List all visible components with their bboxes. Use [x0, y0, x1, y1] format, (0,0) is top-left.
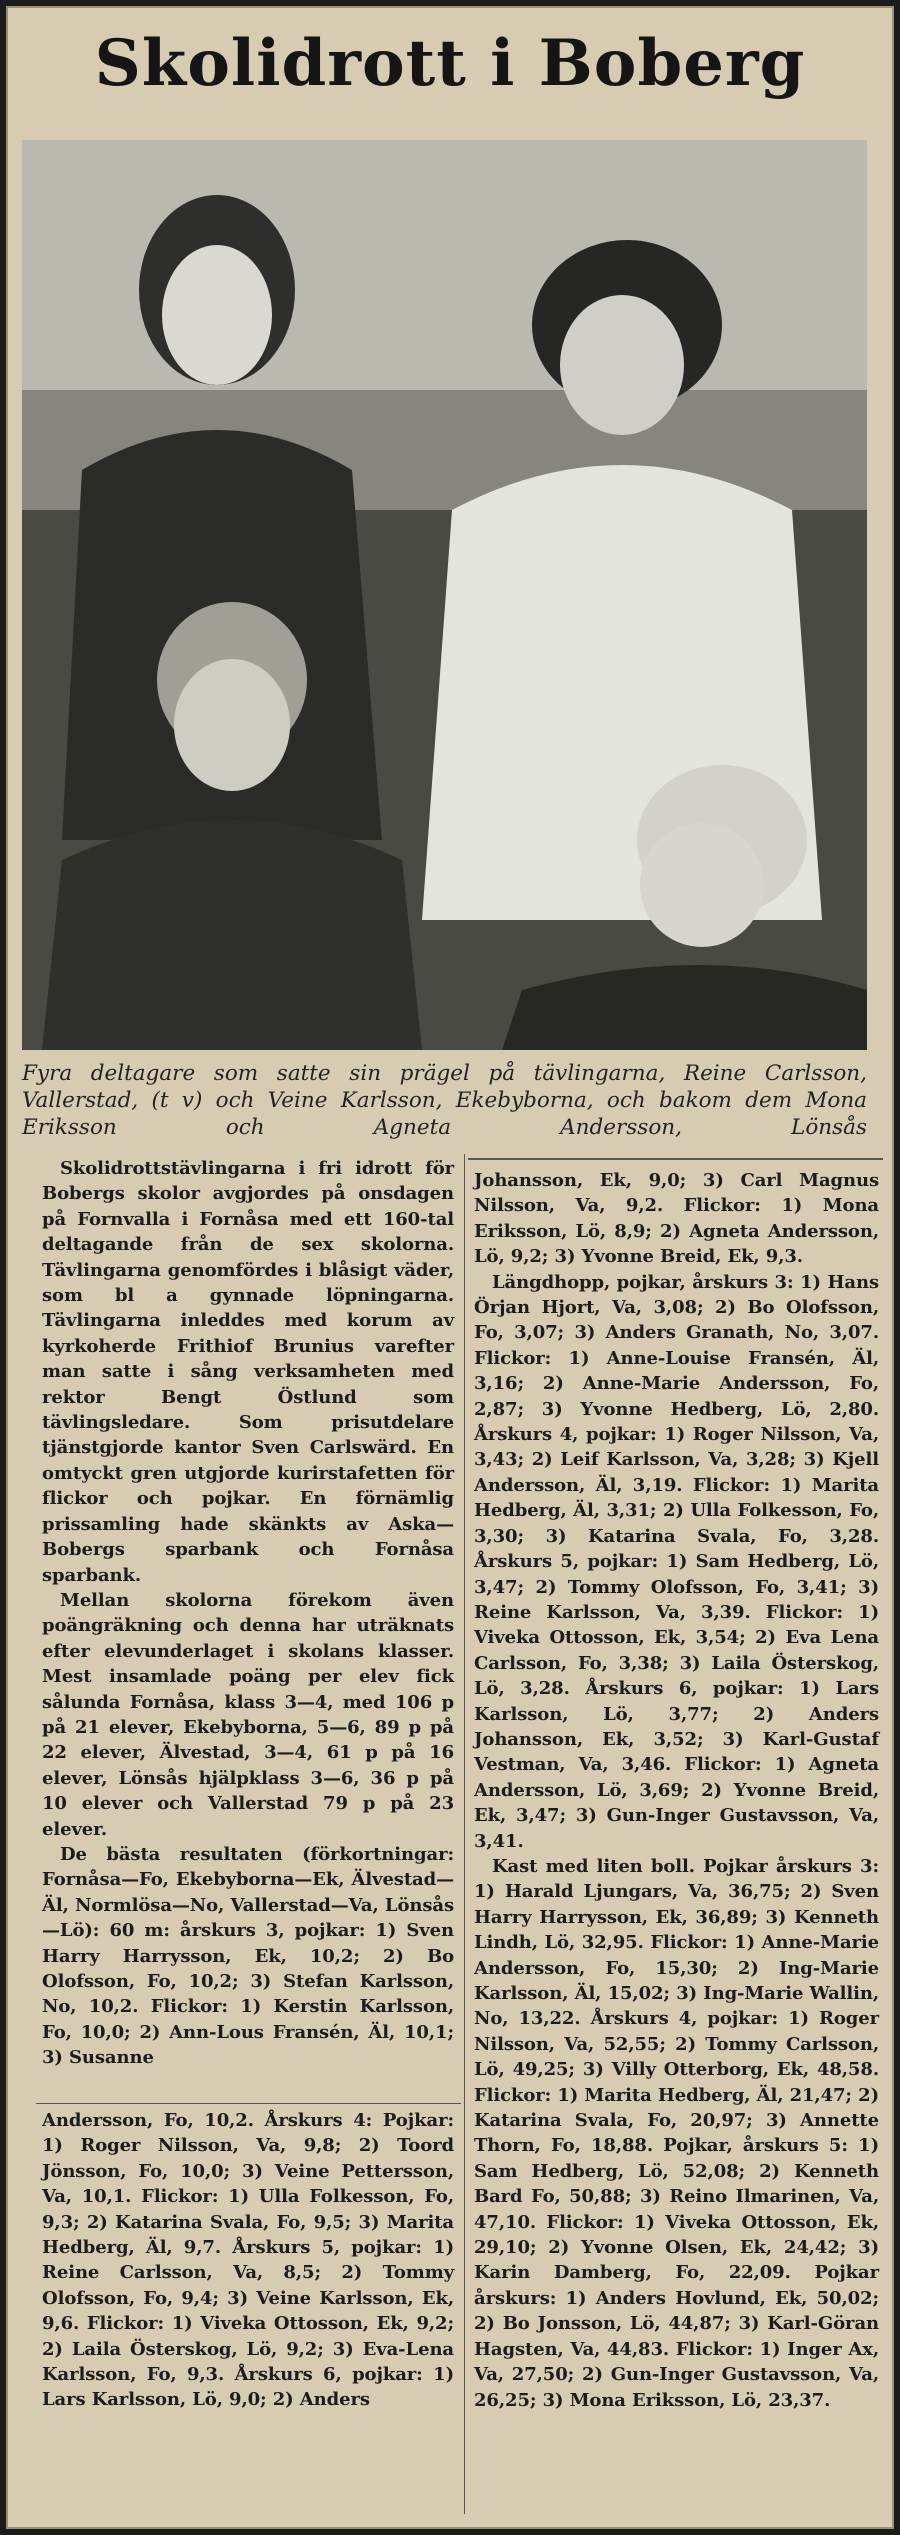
article-paragraph: De bästa resultaten (förkortningar: Fornåsa—Fo, Ekebyborna—Ek, Älvestad—Äl, Normlösa—No, Vallerstad—Va, Lönsås—Lö): 60 m: årskurs 3, pojkar: 1) Sven Harry Harrysson, Ek, 10,2; 2) Bo Olofsson, Fo, 10,2; 3) Stefan Karlsson, No, 10,2. Flickor: 1) Kerstin Karlsson, Fo, 10,0; 2) Ann-Lous Fransén, Äl, 10,1; 3) Susanne — [42, 1843, 454, 2069]
article-paragraph: Längdhopp, pojkar, årskurs 3: 1) Hans Örjan Hjort, Va, 3,08; 2) Bo Olofsson, Fo, 3,07; 3) Anders Granath, No, 3,07. Flickor: 1) Anne-Louise Fransén, Äl, 3,16; 2) Anne-Marie Andersson, Fo, 2,87; 3) Yvonne Hedberg, Lö, 2,80. Årskurs 4, pojkar: 1) Roger Nilsson, Va, 3,43; 2) Leif Karlsson, Va, 3,28; 3) Kjell Andersson, Äl, 3,19. Flickor: 1) Marita Hedberg, Äl, 3,31; 2) Ulla Folkesson, Fo, 3,30; 3) Katarina Svala, Fo, 3,28. Årskurs 5, pojkar: 1) Sam Hedberg, Lö, 3,47; 2) Tommy Olofsson, Fo, 3,41; 3) Reine Karlsson, Va, 3,39. Flickor: 1) Viveka Ottosson, Ek, 3,54; 2) Eva Lena Carlsson, Fo, 3,38; 3) Laila Österskog, Lö, 3,28. Årskurs 6, pojkar: 1) Lars Karlsson, Lö, 3,77; 2) Anders Johansson, Ek, 3,52; 3) Karl-Gustaf Vestman, Va, 3,46. Flickor: 1) Agneta Andersson, Lö, 3,69; 2) Yvonne Breid, Ek, 3,47; 3) Gun-Inger Gustavsson, Va, 3,41. — [474, 1271, 879, 1852]
article-paragraph: Mellan skolorna förekom även poängräkning och denna har uträknats efter elevunderlaget i skolans klasser. Mest insamlade poäng per elev fick sålunda Fornåsa, klass 3—4, med 106 p på 21 elever, Ekebyborna, 5—6, 89 p på 22 elever, Älvestad, 3—4, 61 p på 16 elever, Lönsås hjälpklass 3—6, 36 p på 10 elever och Vallerstad 79 p på 23 elever. — [42, 1589, 454, 1840]
article-paragraph: Andersson, Fo, 10,2. Årskurs 4: Pojkar: 1) Roger Nilsson, Va, 9,8; 2) Toord Jönsson, Fo, 10,0; 3) Veine Pettersson, Va, 10,1. Flickor: 1) Ulla Folkesson, Fo, 9,3; 2) Katarina Svala, Fo, 9,5; 3) Marita Hedberg, Äl, 9,7. Årskurs 5, pojkar: 1) Reine Carlsson, Va, 8,5; 2) Tommy Olofsson, Fo, 9,4; 3) Veine Karlsson, Ek, 9,6. Flickor: 1) Viveka Ottosson, Ek, 9,2; 2) Laila Österskog, Lö, 9,2; 3) Eva-Lena Karlsson, Fo, 9,3. Årskurs 6, pojkar: 1) Lars Karlsson, Lö, 9,0; 2) Anders — [42, 2110, 454, 2411]
article-column-1-continued — [42, 2108, 454, 2413]
article-paragraph: Johansson, Ek, 9,0; 3) Carl Magnus Nilsson, Va, 9,2. Flickor: 1) Mona Eriksson, Lö, 8,9; 2) Agneta Andersson, Lö, 9,2; 3) Yvonne Breid, Ek, 9,3. — [474, 1170, 879, 1268]
column-break-rule — [36, 2103, 461, 2104]
column-top-rule — [468, 1158, 883, 1160]
photo-caption: Fyra deltagare som satte sin prägel på tävlingarna, Reine Carlsson, Vallerstad, (t v) och Veine Karlsson, Ekebyborna, och bakom dem Mona Eriksson och Agneta Andersson, Lönsås — [22, 1061, 867, 1140]
newspaper-clipping — [6, 6, 894, 2529]
headline: Skolidrott i Boberg — [94, 26, 806, 101]
column-divider — [464, 1154, 465, 2514]
article-paragraph: Kast med liten boll. Pojkar årskurs 3: 1) Harald Ljungars, Va, 36,75; 2) Sven Harry Harrysson, Ek, 36,89; 3) Kenneth Lindh, Lö, 32,95. Flickor: 1) Anne-Marie Andersson, Fo, 15,30; 2) Ing-Marie Karlsson, Äl, 15,02; 3) Ing-Marie Wallin, No, 13,22. Årskurs 4, pojkar: 1) Roger Nilsson, Va, 52,55; 2) Tommy Carlsson, Lö, 49,25; 3) Villy Otterborg, Ek, 48,58. Flickor: 1) Marita Hedberg, Äl, 21,47; 2) Katarina Svala, Fo, 20,97; 3) Annette Thorn, Fo, 18,88. Pojkar, årskurs 5: 1) Sam Hedberg, Lö, 52,08; 2) Kenneth Bard Fo, 50,88; 3) Reino Ilmarinen, Va, 47,10. Flickor: 1) Viveka Ottosson, Ek, 29,10; 2) Yvonne Olsen, Ek, 24,42; 3) Karin Damberg, Fo, 22,09. Pojkar årskurs: 1) Anders Hovlund, Ek, 50,02; 2) Bo Jonsson, Lö, 44,87; 3) Karl-Göran Hagsten, Va, 44,83. Flickor: 1) Inger Ax, Va, 27,50; 2) Gun-Inger Gustavsson, Va, 26,25; 3) Mona Eriksson, Lö, 23,37. — [474, 1855, 879, 2411]
article-paragraph: Skolidrottstävlingarna i fri idrott för Bobergs skolor avgjordes på onsdagen på Fornvalla i Fornåsa med ett 160-tal deltagande från de sex skolorna. Tävlingarna genomfördes i blåsigt väder, som bl a gynnade löpningarna. Tävlingarna inleddes med korum av kyrkoherde Frithiof Brunius varefter man satte i sång verksamheten med rektor Bengt Östlund som tävlingsledare. Som prisutdelare tjänstgjorde kantor Sven Carlswärd. En omtyckt gren utgjorde kurirstafetten för flickor och pojkar. En förnämlig prissamling hade skänkts av Aska—Bobergs sparbank och Fornåsa sparbank. — [42, 1158, 454, 1586]
article-column-2 — [474, 1168, 879, 2413]
article-column-1 — [42, 1156, 454, 2071]
group-photo — [22, 140, 867, 1050]
photo-image-icon — [22, 140, 867, 1050]
